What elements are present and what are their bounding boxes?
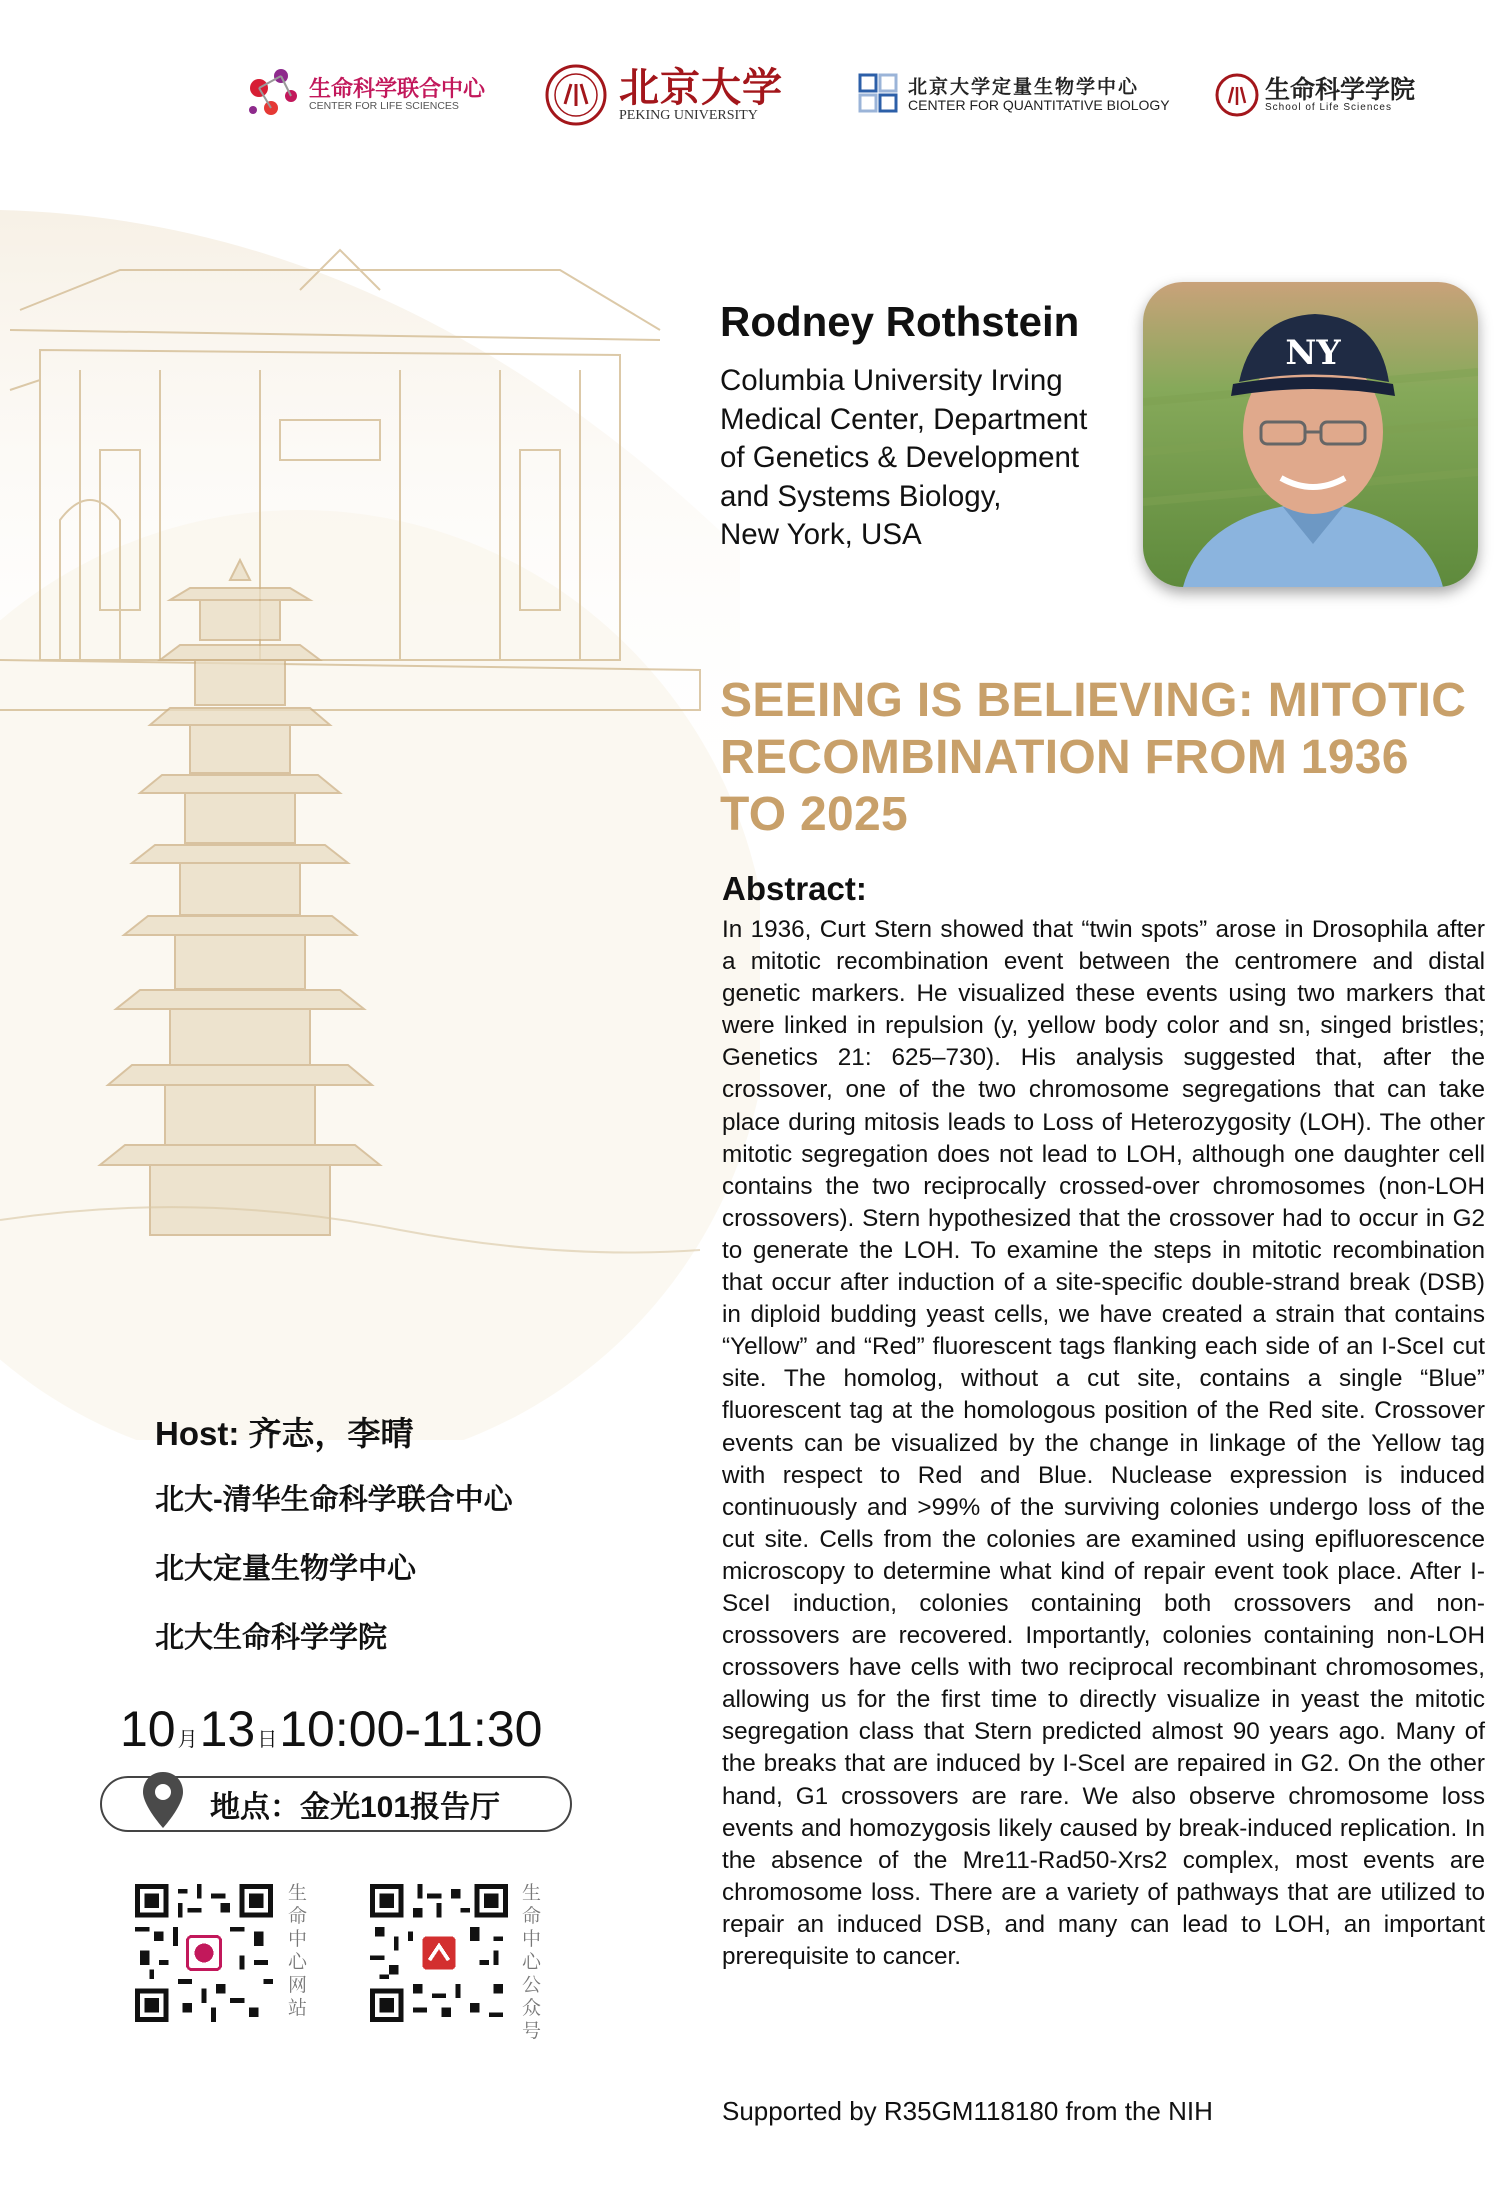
affiliation-line: New York, USA bbox=[720, 518, 922, 551]
cqb-grid-icon bbox=[858, 73, 900, 117]
speaker-photo bbox=[1143, 282, 1478, 587]
affiliation-line: Medical Center, Department bbox=[720, 402, 1088, 436]
cls-molecule-icon bbox=[245, 66, 307, 124]
event-datetime bbox=[120, 1700, 542, 1758]
speaker-affiliation bbox=[720, 362, 1140, 555]
svg-text:NY: NY bbox=[1285, 333, 1341, 373]
wechat-qr-label: 生命中心公众号 bbox=[522, 1882, 542, 2042]
event-day: 13 bbox=[199, 1701, 256, 1757]
abstract-heading: Abstract: bbox=[722, 870, 867, 907]
location-pin-icon bbox=[140, 1770, 186, 1832]
venue-pill bbox=[100, 1776, 572, 1832]
host-org: 北大定量生物学中心 bbox=[155, 1553, 417, 1585]
affiliation-line: of Genetics & Development bbox=[720, 441, 1080, 474]
pku-logo-en: PEKING UNIVERSITY bbox=[619, 107, 758, 123]
affiliation-line: and Systems Biology, bbox=[720, 479, 1002, 513]
pku-logo-cn: 北京大学 bbox=[619, 63, 783, 111]
sls-logo-cn: 生命科学学院 bbox=[1265, 74, 1416, 104]
event-time: 10:00-11:30 bbox=[279, 1701, 543, 1757]
day-unit: 日 bbox=[257, 1729, 278, 1751]
affiliation-line: Columbia University Irving bbox=[720, 364, 1063, 397]
talk-title-line: RECOMBINATION FROM 1936 bbox=[720, 731, 1409, 784]
sls-logo-en: School of Life Sciences bbox=[1265, 101, 1392, 113]
cls-logo-cn: 生命科学联合中心 bbox=[309, 75, 486, 102]
host-block bbox=[155, 1408, 513, 1684]
cqb-logo-cn: 北京大学定量生物学中心 bbox=[908, 75, 1140, 98]
pku-logo bbox=[545, 50, 783, 140]
cqb-logo-en: CENTER FOR QUANTITATIVE BIOLOGY bbox=[908, 96, 1170, 113]
website-qr-label: 生命中心网站 bbox=[288, 1882, 308, 2019]
host-org: 北大生命科学学院 bbox=[155, 1622, 388, 1654]
wechat-qr-code[interactable] bbox=[370, 1884, 508, 2022]
talk-title-line: SEEING IS BELIEVING: MITOTIC bbox=[720, 674, 1467, 727]
background-gate-pagoda-sketch bbox=[0, 190, 760, 1440]
website-qr-code[interactable] bbox=[135, 1884, 273, 2022]
venue-text: 地点：金光101报告厅 bbox=[210, 1791, 501, 1824]
cls-logo bbox=[245, 50, 485, 140]
funding-note: Supported by R35GM118180 from the NIH bbox=[722, 2096, 1213, 2126]
event-month: 10 bbox=[120, 1701, 176, 1757]
sls-seal-icon bbox=[1215, 73, 1259, 117]
month-unit: 月 bbox=[177, 1729, 198, 1751]
pku-seal-icon bbox=[545, 64, 607, 126]
cls-logo-en: CENTER FOR LIFE SCIENCES bbox=[309, 100, 459, 113]
abstract-text: In 1936, Curt Stern showed that “twin spots” arose in Drosophila after a mitotic recombination event between the centromere and distal genetic markers. He visualized these events using two markers that were linked in repulsion (y, yellow body color and sn, singed bristles; Genetics 21: 625–730). His analysis suggested that, after the crossover, one of the two chromosome segregations that can take place during mitosis leads to Loss of Heterozygosity (LOH). The other mitotic segregation does not lead to LOH, although one daughter cell contains the two reciprocally crossed-over chromosomes (non-LOH crossovers). Stern hypothesized that the crossover had to occur in G2 to generate the LOH. To examine the steps in mitotic recombination that occur after induction of a site-specific double-strand break (DSB) in diploid budding yeast cells, we have created a strain that contains “Yellow” and “Red” fluorescent tags flanking each side of an I-SceI cut site. The homolog, without a cut site, contains a single “Blue” fluorescent tag at the homologous position of the Red site. Crossover events can be visualized by the change in linkage of the Yellow tag with respect to Red and Blue. Nuclease expression is induced continuously and >99% of the surviving colonies undergo loss of the cut site. Cells from the colonies are examined using epifluorescence microscopy to determine what kind of repair event took place. After I-SceI induction, colonies containing both crossovers and non-crossovers are recovered. Importantly, colonies containing non-LOH crossovers have cells with two reciprocal recombinant chromosomes, allowing us for the first time to directly visualize in yeast the mitotic segregation class that Stern predicted almost 90 years ago. Many of the breaks that are induced by I-SceI are repaired in G2. On the other hand, G1 crossovers are rare. We also observe chromosome loss events and homozygosis likely caused by break-induced replication. In the absence of the Mre11-Rad50-Xrs2 complex, most events are chromosome loss. There are a variety of pathways that are utilized to repair an induced DSB, and many can lead to LOH, an important prerequisite to cancer. bbox=[722, 916, 1485, 1970]
speaker-name: Rodney Rothstein bbox=[720, 298, 1080, 345]
host-line: Host: 齐志，李晴 bbox=[155, 1415, 414, 1452]
talk-title-line: TO 2025 bbox=[720, 788, 909, 841]
host-org: 北大-清华生命科学联合中心 bbox=[155, 1484, 513, 1516]
sls-logo bbox=[1215, 50, 1415, 140]
talk-title bbox=[720, 672, 1480, 843]
cqb-logo bbox=[858, 50, 1170, 140]
